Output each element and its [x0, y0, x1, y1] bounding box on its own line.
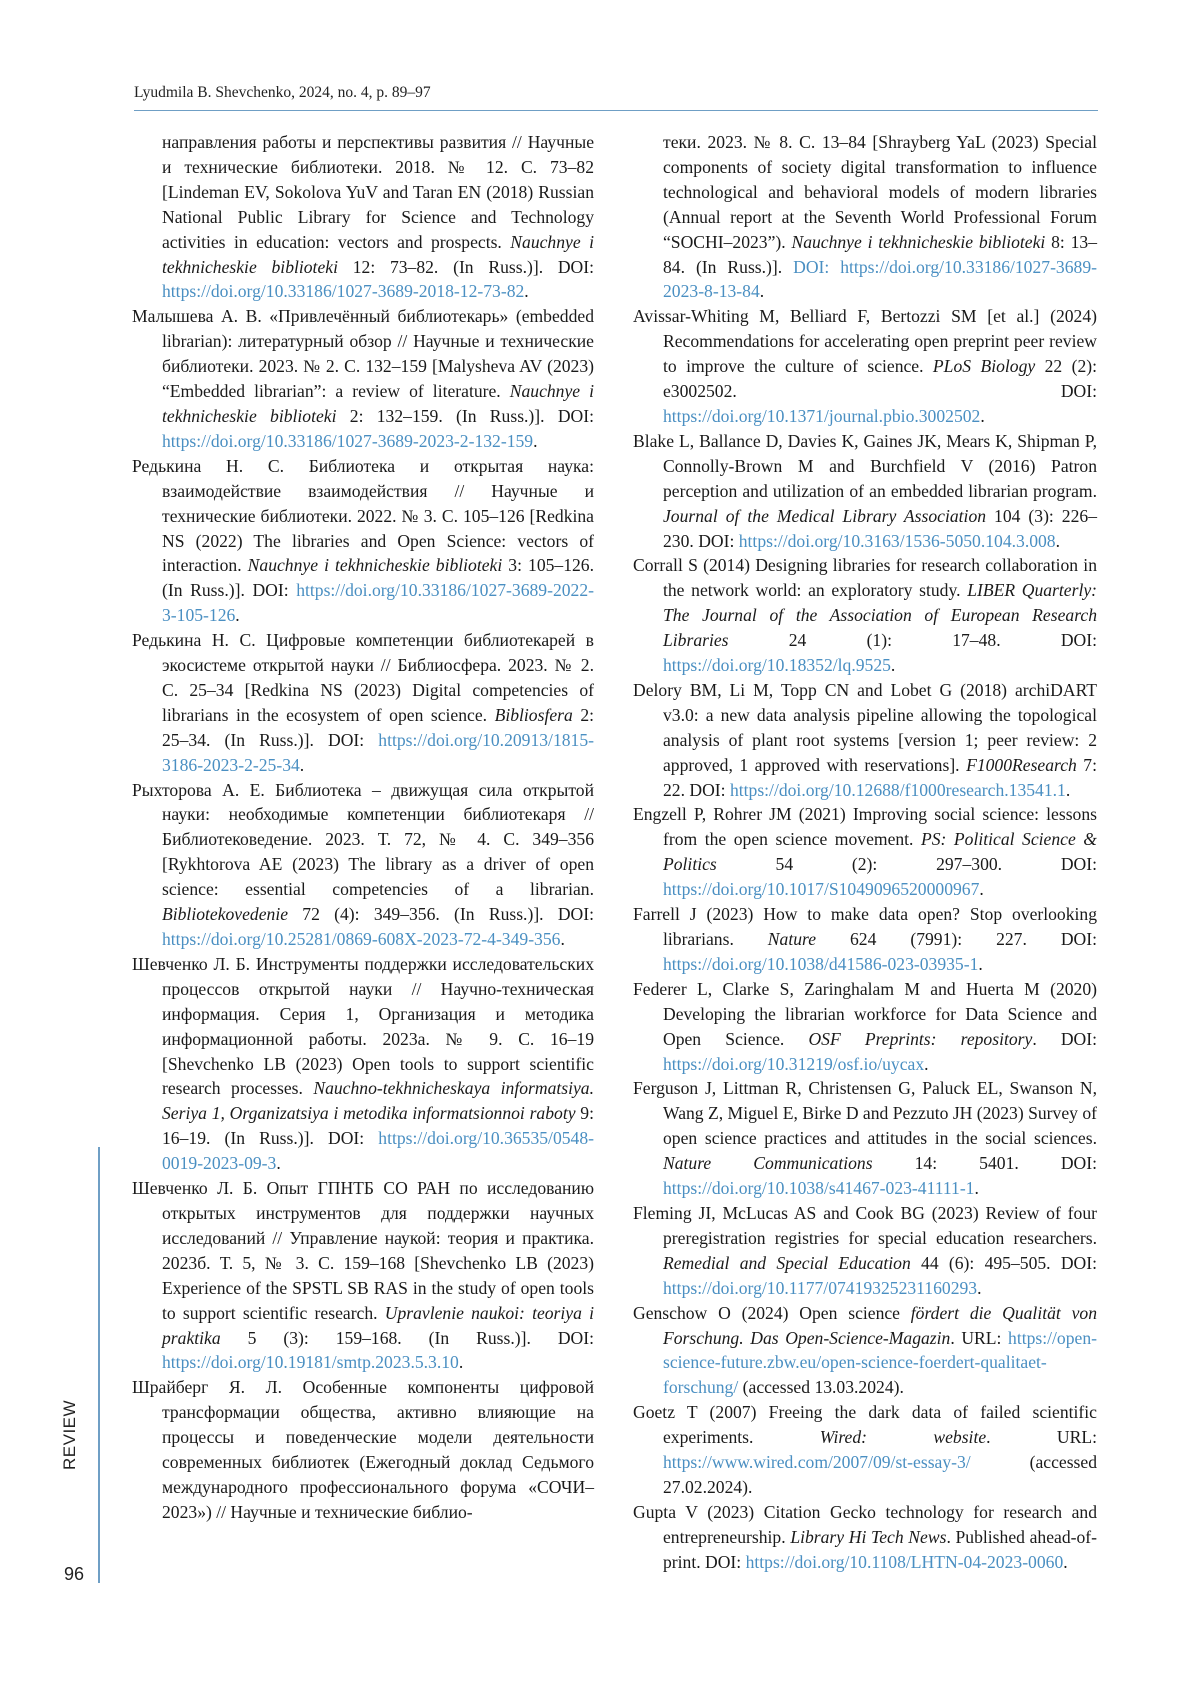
reference-text: .: [977, 1278, 981, 1298]
doi-link[interactable]: https://doi.org/10.33186/1027-3689-2018-12-73-82: [162, 281, 524, 301]
reference-entry: [633, 802, 1097, 902]
reference-text: .: [524, 281, 528, 301]
reference-entry: [132, 778, 594, 952]
reference-journal: Bibliotekovedenie: [162, 904, 288, 924]
running-head-text: Lyudmila B. Shevchenko, 2024, no. 4, p. 89–97: [134, 84, 431, 101]
reference-text: .: [459, 1352, 463, 1372]
reference-text: Ferguson J, Littman R, Christensen G, Paluck EL, Swanson N, Wang Z, Miguel E, Birke D and Pezzuto JH (2023) Survey of open science practices and attitudes in the social sciences.: [633, 1078, 1097, 1148]
doi-link[interactable]: https://open-science-future.zbw.eu/open-science-foerdert-qualitaet-forschung/: [663, 1328, 1097, 1398]
reference-text: . URL:: [986, 1427, 1097, 1447]
side-divider: [98, 1147, 100, 1583]
reference-text: Fleming JI, McLucas AS and Cook BG (2023) Review of four preregistration registries for special education researchers.: [633, 1203, 1097, 1248]
reference-journal: PS: Political Science & Politics: [663, 829, 1097, 874]
reference-entry: [633, 1301, 1097, 1401]
reference-text: 54 (2): 297–300. DOI:: [717, 854, 1097, 874]
reference-journal: Bibliosfera: [495, 705, 573, 725]
doi-link[interactable]: https://doi.org/10.19181/smtp.2023.5.3.10: [162, 1352, 459, 1372]
reference-text: направления работы и перспективы развития // Научные и технические библиотеки. 2018. № 12. С. 73–82 [Lindeman EV, Sokolova YuV and Taran EN (2018) Russian National Public Library for Science and Technology activities in education: vectors and prospects.: [162, 132, 594, 252]
reference-text: 624 (7991): 227. DOI:: [816, 929, 1097, 949]
reference-text: .: [560, 929, 564, 949]
reference-entry: [633, 678, 1097, 803]
reference-entry: [132, 304, 594, 453]
reference-text: .: [974, 1178, 978, 1198]
reference-text: . Published ahead-of-print. DOI:: [663, 1527, 1097, 1572]
reference-entry: [633, 304, 1097, 429]
reference-journal: Nauchno-tekhnicheskaya informatsiya. Seriya 1, Organizatsiya i metodika informatsionnoi raboty: [162, 1078, 594, 1123]
doi-link[interactable]: https://doi.org/10.1038/s41467-023-41111-1: [663, 1178, 974, 1198]
reference-text: .: [1066, 780, 1070, 800]
reference-text: 2: 25–34. (In Russ.)]. DOI:: [162, 705, 594, 750]
reference-journal: Remedial and Special Education: [663, 1253, 911, 1273]
doi-link[interactable]: https://doi.org/10.1108/LHTN-04-2023-0060: [746, 1552, 1064, 1572]
reference-entry: [633, 1201, 1097, 1301]
doi-link[interactable]: https://doi.org/10.25281/0869-608X-2023-72-4-349-356: [162, 929, 560, 949]
reference-text: 5 (3): 159–168. (In Russ.)]. DOI:: [221, 1328, 594, 1348]
reference-journal: PLoS Biology: [933, 356, 1035, 376]
reference-journal: Nauchnye i tekhnicheskie biblioteki: [248, 555, 503, 575]
reference-text: Шевченко Л. Б. Инструменты поддержки исследовательских процессов открытой науки // Научно-техническая информация. Серия 1, Организация и методика информационной работы. 2023а. № 9. С. 16–19 [Shevchenko LB (2023) Open tools to support scientific research processes.: [132, 954, 594, 1099]
reference-entry: [633, 130, 1097, 304]
reference-text: .: [891, 655, 895, 675]
reference-text: (accessed 13.03.2024).: [738, 1377, 904, 1397]
reference-text: Малышева А. В. «Привлечённый библиотекарь» (embedded librarian): литературный обзор // Научные и технические библиотеки. 2023. № 2. С. 132–159 [Malysheva AV (2023) “Embedded librarian”: a review of literature.: [132, 306, 594, 401]
reference-text: (accessed 27.02.2024).: [663, 1452, 1097, 1497]
reference-text: 22 (2): e3002502. DOI:: [663, 356, 1097, 401]
reference-text: Редькина Н. С. Цифровые компетенции библиотекарей в экосистеме открытой науки // Библиосфера. 2023. № 2. С. 25–34 [Redkina NS (2023) Digital competencies of librarians in the ecosystem of open science.: [132, 630, 594, 725]
reference-text: Federer L, Clarke S, Zaringhalam M and Huerta M (2020) Developing the librarian workforce for Data Science and Open Science.: [633, 979, 1097, 1049]
doi-link[interactable]: https://doi.org/10.31219/osf.io/uycax: [663, 1054, 924, 1074]
reference-text: Рыхторова А. Е. Библиотека – движущая сила открытой науки: необходимые компетенции библиотекаря // Библиотековедение. 2023. Т. 72, № 4. С. 349–356 [Rykhtorova AE (2023) The library as a driver of open science: essential competencies of a librarian.: [132, 780, 594, 900]
reference-text: .: [979, 879, 983, 899]
reference-text: Шевченко Л. Б. Опыт ГПНТБ СО РАН по исследованию открытых инструментов для поддержки научных исследований // Управление наукой: теория и практика. 2023б. Т. 5, № 3. С. 159–168 [Shevchenko LB (2023) Experience of the SPSTL SB RAS in the study of open tools to support scientific research.: [132, 1178, 594, 1323]
reference-text: 24 (1): 17–48. DOI:: [729, 630, 1097, 650]
reference-entry: [132, 1176, 594, 1375]
reference-text: Genschow O (2024) Open science: [633, 1303, 911, 1323]
reference-journal: Wired: website: [820, 1427, 986, 1447]
reference-text: .: [1056, 531, 1060, 551]
page-number: 96: [64, 1564, 84, 1585]
reference-text: 2: 132–159. (In Russ.)]. DOI:: [337, 406, 595, 426]
reference-text: 104 (3): 226–230. DOI:: [663, 506, 1097, 551]
reference-text: 44 (6): 495–505. DOI:: [911, 1253, 1097, 1273]
reference-text: Gupta V (2023) Citation Gecko technology for research and entrepreneurship.: [633, 1502, 1097, 1547]
reference-text: .: [980, 406, 984, 426]
references-right-column: [633, 130, 1097, 1575]
doi-link[interactable]: https://doi.org/10.1017/S1049096520000967: [663, 879, 979, 899]
reference-text: Engzell P, Rohrer JM (2021) Improving social science: lessons from the open science movement.: [633, 804, 1097, 849]
reference-text: .: [978, 954, 982, 974]
doi-link[interactable]: https://doi.org/10.3163/1536-5050.104.3.008: [739, 531, 1056, 551]
reference-text: . URL:: [950, 1328, 1008, 1348]
reference-entry: [633, 1076, 1097, 1201]
reference-entry: [132, 628, 594, 777]
reference-text: Delory BM, Li M, Topp CN and Lobet G (2018) archiDART v3.0: a new data analysis pipeline allowing the topological analysis of plant root systems [version 1; peer review: 2 approved, 1 approved with reservations].: [633, 680, 1097, 775]
reference-text: .: [760, 281, 764, 301]
reference-text: Corrall S (2014) Designing libraries for research collaboration in the network world: an exploratory study.: [633, 555, 1097, 600]
doi-link[interactable]: https://doi.org/10.36535/0548-0019-2023-09-3: [162, 1128, 594, 1173]
section-label: REVIEW: [60, 1410, 82, 1470]
reference-text: .: [533, 431, 537, 451]
reference-text: .: [300, 755, 304, 775]
running-header: [134, 84, 1098, 111]
reference-text: .: [276, 1153, 280, 1173]
reference-journal: Library Hi Tech News: [790, 1527, 946, 1547]
reference-journal: fördert die Qualität von Forschung. Das Open-Science-Magazin: [663, 1303, 1097, 1348]
doi-link[interactable]: https://doi.org/10.1038/d41586-023-03935-1: [663, 954, 978, 974]
doi-link[interactable]: https://doi.org/10.1177/07419325231160293: [663, 1278, 977, 1298]
reference-journal: Upravlenie naukoi: teoriya i praktika: [162, 1303, 594, 1348]
reference-journal: Nauchnye i tekhnicheskie biblioteki: [162, 381, 594, 426]
reference-text: 3: 105–126. (In Russ.)]. DOI:: [162, 555, 594, 600]
reference-entry: [132, 454, 594, 628]
doi-link[interactable]: https://doi.org/10.1371/journal.pbio.3002502: [663, 406, 980, 426]
reference-entry: [132, 952, 594, 1176]
reference-text: 9: 16–19. (In Russ.)]. DOI:: [162, 1103, 594, 1148]
doi-link[interactable]: https://doi.org/10.12688/f1000research.13541.1: [730, 780, 1066, 800]
reference-text: Шрайберг Я. Л. Особенные компоненты цифровой трансформации общества, активно влияющие на процессы и поведенческие модели деятельности современных библиотек (Ежегодный доклад Седьмого международного профессионального форума «СОЧИ–2023») // Научные и технические библио-: [132, 1377, 594, 1522]
reference-text: Farrell J (2023) How to make data open? Stop overlooking librarians.: [633, 904, 1097, 949]
reference-text: Blake L, Ballance D, Davies K, Gaines JK, Mears K, Shipman P, Connolly-Brown M and Burchfield V (2016) Patron perception and utilization of an embedded librarian program.: [633, 431, 1097, 501]
reference-journal: Nauchnye i tekhnicheskie biblioteki: [791, 232, 1045, 252]
doi-link[interactable]: https://www.wired.com/2007/09/st-essay-3/: [663, 1452, 971, 1472]
reference-text: 72 (4): 349–356. (In Russ.)]. DOI:: [288, 904, 594, 924]
doi-link[interactable]: https://doi.org/10.33186/1027-3689-2022-3-105-126: [162, 580, 594, 625]
reference-journal: OSF Preprints: repository: [808, 1029, 1032, 1049]
reference-text: 14: 5401. DOI:: [873, 1153, 1097, 1173]
references-left-column: [132, 130, 594, 1525]
reference-text: Avissar-Whiting M, Belliard F, Bertozzi SM [et al.] (2024) Recommendations for accelerating open preprint peer review to improve the culture of science.: [633, 306, 1097, 376]
reference-journal: Nature Communications: [663, 1153, 873, 1173]
reference-entry: [633, 1400, 1097, 1500]
reference-journal: F1000Research: [966, 755, 1077, 775]
reference-entry: [132, 130, 594, 304]
reference-text: теки. 2023. № 8. С. 13–84 [Shrayberg YaL (2023) Special components of society digital transformation to influence technological and behavioral models of modern libraries (Annual report at the Seventh World Professional Forum “SOCHI–2023”).: [663, 132, 1097, 252]
doi-link[interactable]: https://doi.org/10.20913/1815-3186-2023-2-25-34: [162, 730, 594, 775]
reference-entry: [633, 977, 1097, 1077]
reference-entry: [633, 1500, 1097, 1575]
reference-text: .: [924, 1054, 928, 1074]
doi-link[interactable]: https://doi.org/10.33186/1027-3689-2023-2-132-159: [162, 431, 533, 451]
reference-text: 8: 13–84. (In Russ.)].: [663, 232, 1097, 277]
reference-text: . DOI:: [1032, 1029, 1097, 1049]
reference-text: 12: 73–82. (In Russ.)]. DOI:: [338, 257, 594, 277]
reference-entry: [633, 553, 1097, 678]
reference-journal: Nauchnye i tekhnicheskie biblioteki: [162, 232, 594, 277]
reference-text: .: [1063, 1552, 1067, 1572]
reference-text: 7: 22. DOI:: [663, 755, 1097, 800]
reference-text: Редькина Н. С. Библиотека и открытая наука: взаимодействие взаимодействия // Научные и технические библиотеки. 2022. № 3. С. 105–126 [Redkina NS (2022) The libraries and Open Science: vectors of interaction.: [132, 456, 594, 576]
reference-journal: Journal of the Medical Library Association: [663, 506, 986, 526]
doi-link[interactable]: https://doi.org/10.18352/lq.9525: [663, 655, 891, 675]
reference-entry: [633, 429, 1097, 554]
reference-text: Goetz T (2007) Freeing the dark data of failed scientific experiments.: [633, 1402, 1097, 1447]
reference-entry: [132, 1375, 594, 1524]
reference-journal: LIBER Quarterly: The Journal of the Association of European Research Libraries: [663, 580, 1097, 650]
reference-text: .: [235, 605, 239, 625]
reference-entry: [633, 902, 1097, 977]
doi-link[interactable]: DOI: https://doi.org/10.33186/1027-3689-2023-8-13-84: [663, 257, 1097, 302]
reference-journal: Nature: [768, 929, 816, 949]
